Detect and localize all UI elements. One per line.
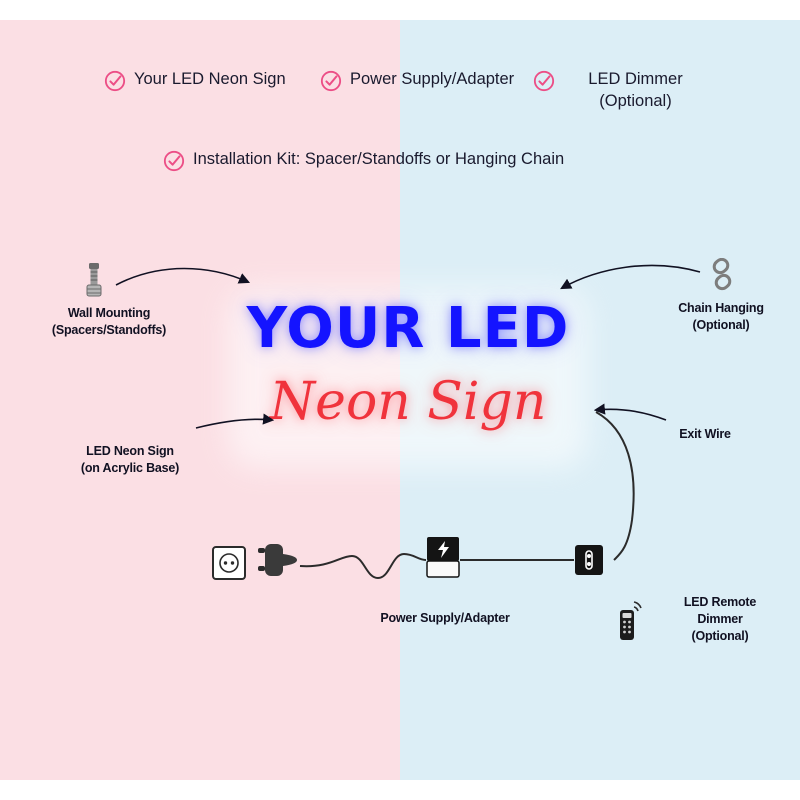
remote-control-icon bbox=[614, 600, 648, 649]
neon-sign-line-2: Neon Sign bbox=[269, 372, 547, 432]
callout-wall-mounting bbox=[14, 305, 204, 339]
chain-link-icon bbox=[706, 258, 738, 297]
checklist-item-label: LED Dimmer (Optional) bbox=[588, 70, 683, 111]
callout-chain-hanging bbox=[646, 300, 796, 334]
callout-chain-hanging-line1: Chain Hanging bbox=[678, 301, 764, 315]
callout-chain-hanging-line2: (Optional) bbox=[692, 317, 750, 332]
callout-led-remote-dimmer-line1: LED Remote bbox=[683, 595, 757, 609]
checklist-item-label: Installation Kit: Spacer/Standoffs or Hanging Chain bbox=[193, 150, 565, 168]
callout-exit-wire-line1: Exit Wire bbox=[679, 427, 731, 441]
callout-power-supply bbox=[355, 610, 535, 627]
callout-exit-wire bbox=[655, 426, 755, 443]
wire-exit-to-dimmer bbox=[596, 412, 634, 560]
dimmer-module-icon bbox=[574, 544, 604, 581]
callout-led-neon-sign-line2: (on Acrylic Base) bbox=[80, 460, 180, 475]
checklist-item-label: Your LED Neon Sign bbox=[134, 70, 286, 88]
wire-plug-to-adapter bbox=[300, 554, 426, 578]
adapter-brick-icon bbox=[426, 536, 460, 589]
callout-led-remote-dimmer bbox=[645, 594, 795, 645]
checklist-item-label: Power Supply/Adapter bbox=[350, 70, 515, 88]
callout-led-neon-sign-line1: LED Neon Sign bbox=[86, 444, 174, 458]
screw-bolt-icon bbox=[82, 262, 106, 305]
arrow-chain-hanging bbox=[562, 265, 700, 288]
callout-power-supply-line1: Power Supply/Adapter bbox=[380, 611, 510, 625]
callout-wall-mounting-line1: Wall Mounting bbox=[67, 306, 151, 320]
arrow-wall-mounting bbox=[116, 269, 248, 286]
callout-wall-mounting-line2: (Spacers/Standoffs) bbox=[51, 322, 167, 337]
power-plug-icon bbox=[254, 540, 306, 589]
callout-led-remote-dimmer-line3: (Optional) bbox=[691, 628, 749, 643]
callout-led-neon-sign bbox=[55, 443, 205, 477]
arrow-led-neon-sign bbox=[196, 419, 272, 428]
wall-socket-icon bbox=[212, 546, 246, 585]
neon-sign-line-1: YOUR LED bbox=[246, 296, 570, 361]
callout-led-remote-dimmer-line2: Dimmer bbox=[697, 611, 743, 626]
